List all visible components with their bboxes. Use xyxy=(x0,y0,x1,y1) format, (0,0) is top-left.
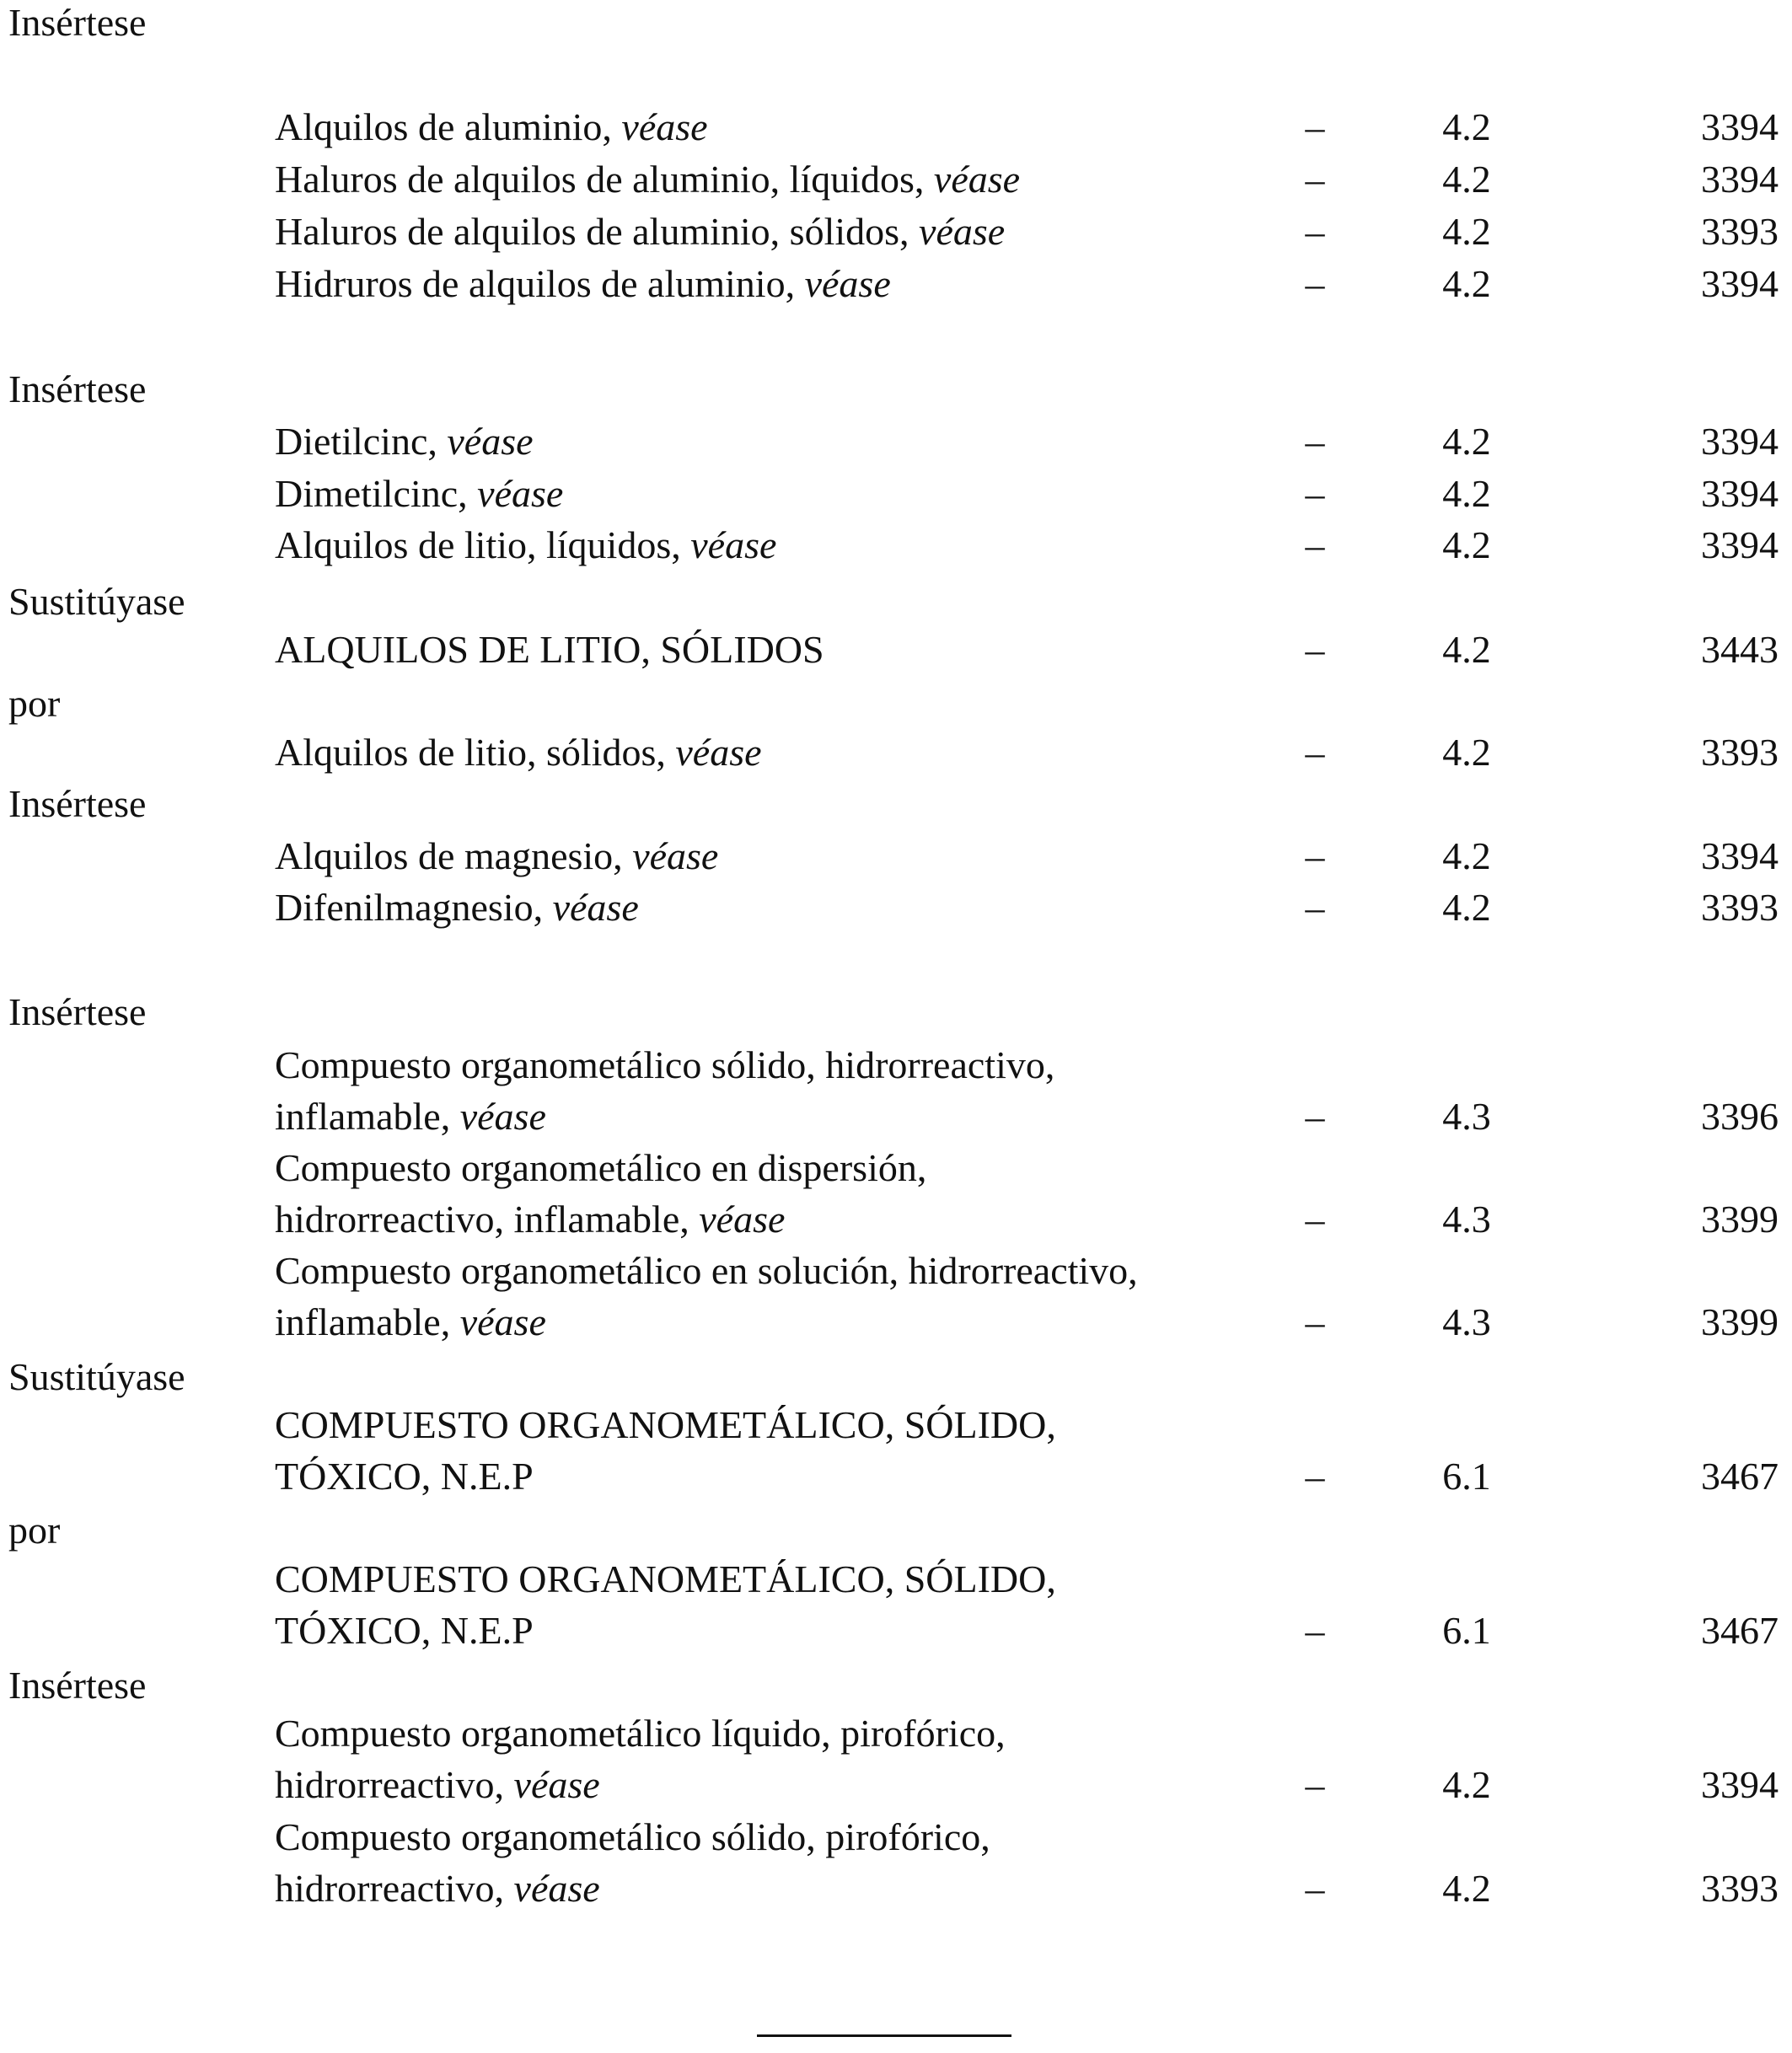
entry-class: 4.3 xyxy=(1442,1198,1491,1241)
entry-un-number: 3394 xyxy=(1701,262,1779,305)
entry-name: Haluros de alquilos de aluminio, líquidos, véase xyxy=(275,158,1021,201)
entry-dash: – xyxy=(1305,1198,1325,1241)
see-reference: véase xyxy=(675,731,762,774)
entry-class: 4.2 xyxy=(1442,834,1491,877)
entry-name: Hidruros de alquilos de aluminio, véase xyxy=(275,262,891,305)
instruction-by: por xyxy=(8,682,61,725)
entry-dash: – xyxy=(1305,1609,1325,1652)
see-reference: véase xyxy=(459,1095,546,1138)
entry-name: COMPUESTO ORGANOMETÁLICO, SÓLIDO, TÓXICO, N.E.P xyxy=(275,1557,1056,1652)
entry-name: COMPUESTO ORGANOMETÁLICO, SÓLIDO, TÓXICO, N.E.P xyxy=(275,1403,1056,1498)
instruction-insert: Insértese xyxy=(8,1,147,44)
see-reference: véase xyxy=(513,1867,600,1910)
entry-dash: – xyxy=(1305,472,1325,515)
entry-name: Alquilos de litio, sólidos, véase xyxy=(275,731,762,774)
entry-name: Compuesto organometálico sólido, hidrorreactivo, inflamable, véase xyxy=(275,1043,1055,1138)
entry-class: 6.1 xyxy=(1442,1609,1491,1652)
entry-dash: – xyxy=(1305,262,1325,305)
entry-name: Dimetilcinc, véase xyxy=(275,472,564,515)
entry-class: 4.2 xyxy=(1442,628,1491,671)
instruction-insert: Insértese xyxy=(8,1664,147,1707)
entry-dash: – xyxy=(1305,1455,1325,1498)
see-reference: véase xyxy=(690,523,777,566)
instruction-by: por xyxy=(8,1509,61,1552)
entry-un-number: 3399 xyxy=(1701,1198,1779,1241)
entry-un-number: 3393 xyxy=(1701,1867,1779,1910)
entry-name: Compuesto organometálico en solución, hidrorreactivo, inflamable, véase xyxy=(275,1249,1138,1343)
entry-name: Alquilos de magnesio, véase xyxy=(275,834,719,877)
entry-name: Compuesto organometálico líquido, pirofórico, hidrorreactivo, véase xyxy=(275,1712,1006,1806)
entry-class: 4.3 xyxy=(1442,1300,1491,1343)
entry-dash: – xyxy=(1305,158,1325,201)
entry-dash: – xyxy=(1305,731,1325,774)
see-reference: véase xyxy=(804,262,891,305)
see-reference: véase xyxy=(459,1300,546,1343)
entry-dash: – xyxy=(1305,886,1325,929)
entry-un-number: 3443 xyxy=(1701,628,1779,671)
entry-dash: – xyxy=(1305,628,1325,671)
entry-class: 4.2 xyxy=(1442,1867,1491,1910)
entry-name: Alquilos de litio, líquidos, véase xyxy=(275,523,777,566)
entry-un-number: 3394 xyxy=(1701,834,1779,877)
entry-class: 4.3 xyxy=(1442,1095,1491,1138)
entry-name: Difenilmagnesio, véase xyxy=(275,886,639,929)
entry-class: 4.2 xyxy=(1442,262,1491,305)
entry-class: 6.1 xyxy=(1442,1455,1491,1498)
entry-name: Compuesto organometálico sólido, pirofórico, hidrorreactivo, véase xyxy=(275,1815,990,1910)
entry-class: 4.2 xyxy=(1442,472,1491,515)
entry-class: 4.2 xyxy=(1442,886,1491,929)
entry-un-number: 3394 xyxy=(1701,420,1779,463)
entry-un-number: 3393 xyxy=(1701,886,1779,929)
entry-dash: – xyxy=(1305,1763,1325,1806)
entry-un-number: 3467 xyxy=(1701,1609,1779,1652)
see-reference: véase xyxy=(447,420,534,463)
entry-class: 4.2 xyxy=(1442,210,1491,253)
entry-dash: – xyxy=(1305,1095,1325,1138)
entry-dash: – xyxy=(1305,105,1325,148)
entry-un-number: 3393 xyxy=(1701,731,1779,774)
instruction-replace: Sustitúyase xyxy=(8,580,185,623)
entry-dash: – xyxy=(1305,834,1325,877)
see-reference: véase xyxy=(933,158,1021,201)
see-reference: véase xyxy=(632,834,719,877)
entry-un-number: 3394 xyxy=(1701,472,1779,515)
entry-class: 4.2 xyxy=(1442,158,1491,201)
see-reference: véase xyxy=(513,1763,600,1806)
entry-un-number: 3394 xyxy=(1701,1763,1779,1806)
entry-name: Dietilcinc, véase xyxy=(275,420,534,463)
entry-un-number: 3399 xyxy=(1701,1300,1779,1343)
entry-class: 4.2 xyxy=(1442,731,1491,774)
see-reference: véase xyxy=(919,210,1006,253)
entry-dash: – xyxy=(1305,1867,1325,1910)
entry-dash: – xyxy=(1305,420,1325,463)
entry-dash: – xyxy=(1305,1300,1325,1343)
instruction-insert: Insértese xyxy=(8,990,147,1033)
instruction-insert: Insértese xyxy=(8,367,147,410)
separator-rule xyxy=(757,2034,1011,2037)
see-reference: véase xyxy=(552,886,639,929)
entry-class: 4.2 xyxy=(1442,1763,1491,1806)
entry-name: Compuesto organometálico en dispersión, hidrorreactivo, inflamable, véase xyxy=(275,1146,927,1241)
entry-class: 4.2 xyxy=(1442,420,1491,463)
entry-name: Alquilos de aluminio, véase xyxy=(275,105,708,148)
entry-dash: – xyxy=(1305,210,1325,253)
entry-un-number: 3394 xyxy=(1701,105,1779,148)
see-reference: véase xyxy=(477,472,564,515)
entry-un-number: 3467 xyxy=(1701,1455,1779,1498)
instruction-insert: Insértese xyxy=(8,782,147,825)
entry-name: Haluros de alquilos de aluminio, sólidos, véase xyxy=(275,210,1006,253)
entry-un-number: 3394 xyxy=(1701,523,1779,566)
entry-dash: – xyxy=(1305,523,1325,566)
see-reference: véase xyxy=(621,105,708,148)
entry-un-number: 3394 xyxy=(1701,158,1779,201)
see-reference: véase xyxy=(699,1198,786,1241)
entry-class: 4.2 xyxy=(1442,105,1491,148)
entry-un-number: 3396 xyxy=(1701,1095,1779,1138)
entry-name: ALQUILOS DE LITIO, SÓLIDOS xyxy=(275,628,824,671)
entry-un-number: 3393 xyxy=(1701,210,1779,253)
instruction-replace: Sustitúyase xyxy=(8,1355,185,1398)
entry-class: 4.2 xyxy=(1442,523,1491,566)
